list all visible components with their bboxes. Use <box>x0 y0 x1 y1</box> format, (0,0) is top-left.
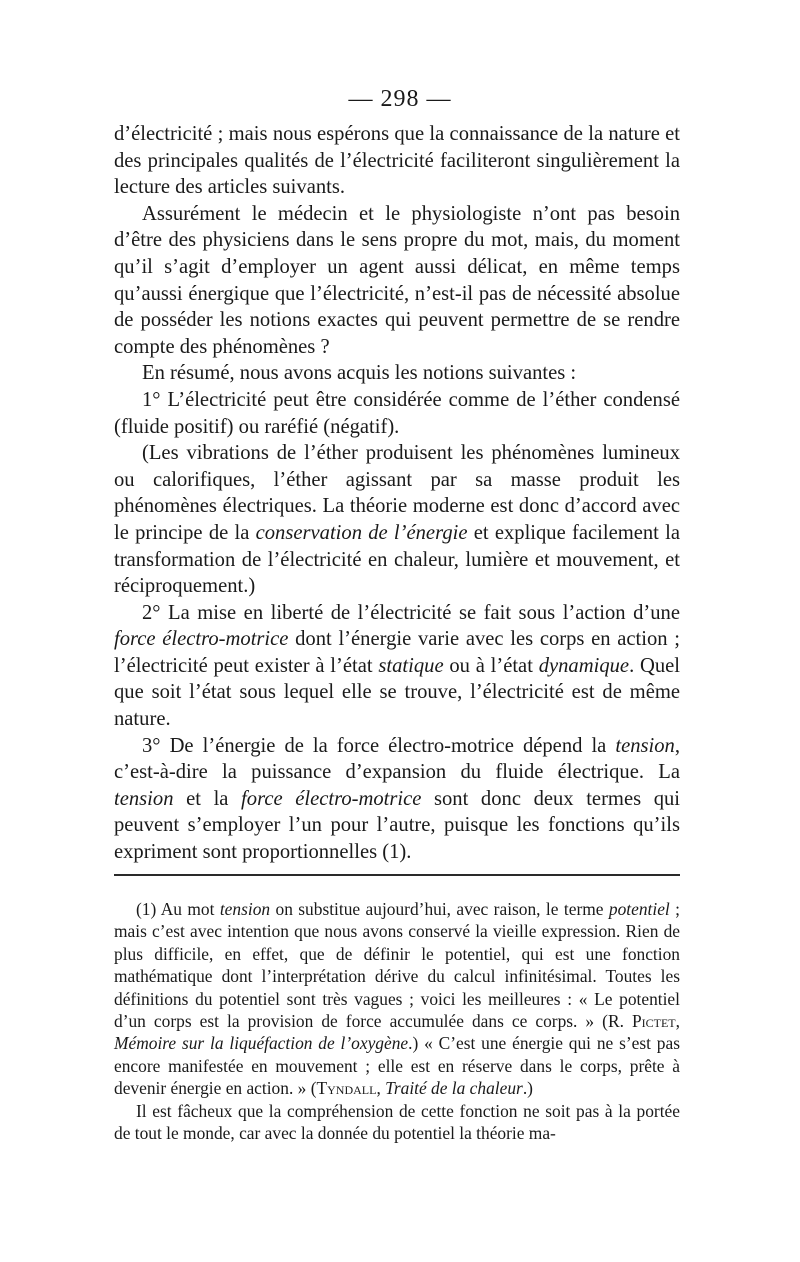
footnote-continuation: Il est fâcheux que la compréhension de cette fonction ne soit pas à la portée de tout le monde, car avec la donnée du potentiel la théorie ma- <box>114 1100 680 1144</box>
main-text <box>114 121 680 866</box>
paragraph-notion-3 <box>114 733 680 866</box>
emphasis-conservation-energie: conservation de l’énergie <box>255 521 468 544</box>
emphasis-tension: tension <box>219 899 271 919</box>
text-run: et explique facilement la transformation de l’électricité en chaleur, lumière et mouvement, et réciproquement.) <box>114 521 680 598</box>
text-run: , <box>675 1011 680 1032</box>
author-pictet: Pictet <box>631 1011 676 1032</box>
text-run: on substitue aujourd’hui, avec raison, le terme <box>270 899 609 919</box>
emphasis-tension: tension <box>114 787 174 810</box>
emphasis-tension: tension <box>615 734 675 757</box>
footnotes <box>114 898 680 1144</box>
page-number: — 298 — <box>348 86 452 112</box>
paragraph-notion-1: 1° L’électricité peut être considérée comme de l’éther condensé (fluide positif) ou raréfié (négatif). <box>114 388 680 438</box>
emphasis-force-electro-motrice: force électro-motrice <box>241 787 422 810</box>
footnote-divider <box>114 874 680 876</box>
text-run: sont donc deux termes qui peuvent s’employer l’un pour l’autre, puisque les fonctions qu’ils expriment sont proportionnelles (1). <box>114 787 681 864</box>
paragraph-vibrations <box>114 440 680 600</box>
text-run: 2° La mise en liberté de l’électricité se fait sous l’action d’une <box>142 601 680 624</box>
text-run: .) <box>522 1078 533 1099</box>
paragraph-summary-intro: En résumé, nous avons acquis les notions suivantes : <box>142 362 577 385</box>
text-run: , <box>376 1078 386 1099</box>
text-run: . Quel que soit l’état sous lequel elle se trouve, l’électricité est de même nature. <box>114 654 681 731</box>
text-run: , c’est-à-dire la puissance d’expansion du fluide électrique. La <box>114 734 680 784</box>
citation-title-pictet: Mémoire sur la liquéfaction de l’oxygène <box>114 1033 409 1054</box>
emphasis-potentiel: potentiel <box>608 899 670 919</box>
emphasis-statique: statique <box>378 654 444 677</box>
text-run: (1) Au mot <box>136 899 220 919</box>
text-run: dont l’énergie varie avec les corps en action ; l’électricité peut exister à l’état <box>114 628 681 677</box>
paragraph-continuation: d’électricité ; mais nous espérons que la connaissance de la nature et des principales qualités de l’électricité faciliteront singulièrement la lecture des articles suivants. <box>114 123 680 199</box>
emphasis-dynamique: dynamique <box>538 654 630 677</box>
text-run: (Les vibrations de l’éther produisent les phénomènes lumineux ou calorifiques, l’éther agissant par sa masse produit les phénomènes électriques. La théorie moderne est donc d’accord avec le principe de la <box>114 442 680 544</box>
text-run: .) « C’est une énergie qui ne s’est pas encore manifestée en mouvement ; elle est en réserve dans le corps, prête à devenir énergie en action. » ( <box>114 1033 680 1099</box>
author-tyndall: Tyndall <box>316 1078 377 1099</box>
text-run: ou à l’état <box>443 654 539 677</box>
paragraph-physiologist: Assurément le médecin et le physiologiste n’ont pas besoin d’être des physiciens dans le sens propre du mot, mais, du moment qu’il s’agit d’employer un agent aussi délicat, en même temps qu’aussi énergique que l’électricité, n’est-il pas de nécessité absolue de posséder les notions exactes qui peuvent permettre de se rendre compte des phénomènes ? <box>114 202 680 358</box>
emphasis-force-electro-motrice: force électro-motrice <box>114 628 289 651</box>
text-run: 3° De l’énergie de la force électro-motrice dépend la <box>142 734 616 757</box>
text-run: ; mais c’est avec intention que nous avons conservé la vieille expression. Rien de plus difficile, en effet, que de définir le potentiel, qui est une fonction mathématique dont l’interprétation dérive du calcul infinitésimal. Toutes les définitions du potentiel sont très vagues ; voici les meilleures : « Le potentiel d’un corps est la provision de force accumulée dans ce corps. » (R. <box>114 899 680 1032</box>
citation-title-tyndall: Traité de la chaleur <box>385 1078 523 1099</box>
text-run: et la <box>173 787 242 810</box>
footnote-1 <box>114 898 680 1100</box>
paragraph-notion-2 <box>114 600 680 733</box>
